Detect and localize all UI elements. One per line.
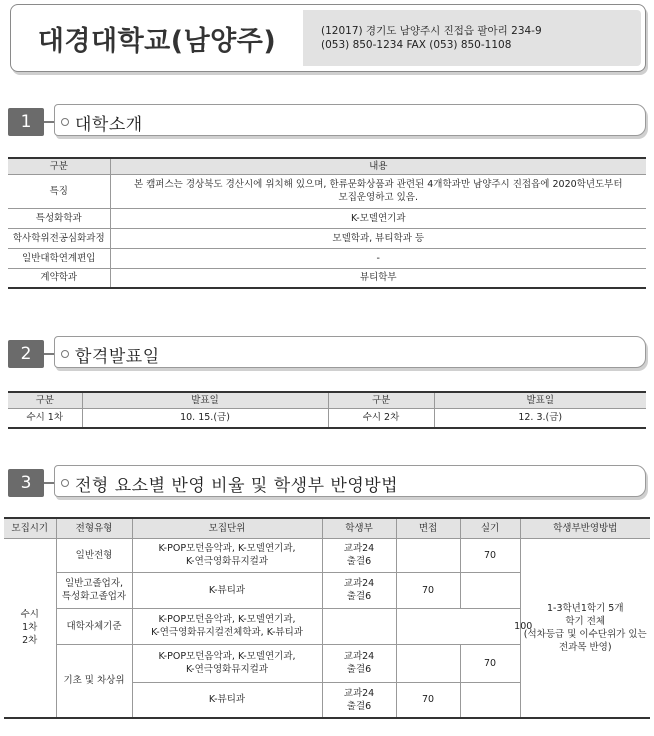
recruit-unit: K-뷰티과	[132, 572, 322, 608]
school-name: 대경대학교(남양주)	[37, 25, 277, 57]
connector-line	[44, 121, 54, 123]
school-header	[10, 4, 646, 72]
column-header: 발표일	[434, 392, 646, 408]
recruit-unit: K-뷰티과	[132, 682, 322, 718]
row-content: 본 캠퍼스는 경상북도 경산시에 위치해 있으며, 한류문화상품과 관련된 4개학과만 남양주시 진접읍에 2020학년도부터 모집운영하고 있음.	[110, 174, 646, 208]
row-content: -	[110, 248, 646, 268]
practical-score	[460, 572, 520, 608]
record-score: 교과24 출결6	[322, 572, 396, 608]
recruit-period: 수시 1차 2차	[4, 538, 56, 718]
interview-score: 70	[396, 572, 460, 608]
row-label: 특성화학과	[8, 208, 110, 228]
row-content: 뷰티학부	[110, 268, 646, 288]
interview-score: 70	[396, 682, 460, 718]
practical-score: 70	[460, 538, 520, 572]
bullet-dot-icon	[61, 350, 69, 358]
table-row	[8, 208, 646, 228]
row-content: K-모델연기과	[110, 208, 646, 228]
column-header: 내용	[110, 158, 646, 174]
section-number: 2	[8, 340, 44, 368]
recruit-unit: K-POP모던음악과, K-모델연기과, K-연극영화뮤지컬전체학과, K-뷰티과	[132, 608, 322, 644]
record-score: 교과24 출결6	[322, 538, 396, 572]
connector-line	[44, 353, 54, 355]
row-content: 모델학과, 뷰티학과 등	[110, 228, 646, 248]
interview-score	[396, 644, 460, 682]
table-row	[8, 228, 646, 248]
section-title-box	[54, 104, 646, 136]
row-label: 계약학과	[8, 268, 110, 288]
record-score: 교과24 출결6	[322, 644, 396, 682]
column-header: 구분	[328, 392, 434, 408]
table-row	[8, 268, 646, 288]
record-score	[322, 608, 396, 644]
admission-ratio-table	[4, 517, 650, 719]
section-number: 3	[8, 469, 44, 497]
bullet-dot-icon	[61, 479, 69, 487]
section-heading-2	[8, 336, 646, 370]
practical-score	[460, 682, 520, 718]
section-title-box	[54, 336, 646, 368]
column-header: 학생부	[322, 518, 396, 538]
column-header: 구분	[8, 392, 82, 408]
row-label: 학사학위전공심화과정	[8, 228, 110, 248]
section-title: 전형 요소별 반영 비율 및 학생부 반영방법	[75, 476, 399, 496]
section-heading-1	[8, 104, 646, 138]
column-header: 구분	[8, 158, 110, 174]
section-heading-3	[8, 465, 646, 499]
announcement-date: 12. 3.(금)	[434, 408, 646, 428]
address-line: (12017) 경기도 남양주시 진접읍 팔아리 234-9	[321, 25, 542, 37]
column-header: 실기	[460, 518, 520, 538]
phone-fax-line: (053) 850-1234 FAX (053) 850-1108	[321, 39, 512, 51]
interview-score	[396, 538, 460, 572]
school-contact	[303, 10, 641, 66]
table-row	[8, 174, 646, 208]
column-header: 모집단위	[132, 518, 322, 538]
merged-score: 100	[396, 608, 650, 644]
table-row	[4, 538, 650, 572]
row-label: 특징	[8, 174, 110, 208]
round-label: 수시 2차	[328, 408, 434, 428]
round-label: 수시 1차	[8, 408, 82, 428]
university-intro-table	[8, 157, 646, 289]
section-title: 합격발표일	[75, 347, 160, 367]
record-method: 1-3학년1학기 5개 학기 전체 (석차등급 및 이수단위가 있는 전과목 반영)	[520, 538, 650, 718]
recruit-unit: K-POP모던음악과, K-모델연기과, K-연극영화뮤지컬과	[132, 644, 322, 682]
admission-type: 기초 및 차상위	[56, 644, 132, 718]
admission-type: 대학자체기준	[56, 608, 132, 644]
column-header: 발표일	[82, 392, 328, 408]
section-title: 대학소개	[75, 115, 143, 135]
column-header: 전형유형	[56, 518, 132, 538]
table-row	[8, 408, 646, 428]
column-header: 학생부반영방법	[520, 518, 650, 538]
column-header: 면접	[396, 518, 460, 538]
section-number: 1	[8, 108, 44, 136]
practical-score: 70	[460, 644, 520, 682]
record-score: 교과24 출결6	[322, 682, 396, 718]
table-row	[8, 248, 646, 268]
row-label: 일반대학연계편입	[8, 248, 110, 268]
admission-type: 일반전형	[56, 538, 132, 572]
recruit-unit: K-POP모던음악과, K-모델연기과, K-연극영화뮤지컬과	[132, 538, 322, 572]
column-header: 모집시기	[4, 518, 56, 538]
bullet-dot-icon	[61, 118, 69, 126]
section-title-box	[54, 465, 646, 497]
announcement-date: 10. 15.(금)	[82, 408, 328, 428]
connector-line	[44, 482, 54, 484]
announcement-date-table	[8, 391, 646, 429]
admission-type: 일반고졸업자, 특성화고졸업자	[56, 572, 132, 608]
